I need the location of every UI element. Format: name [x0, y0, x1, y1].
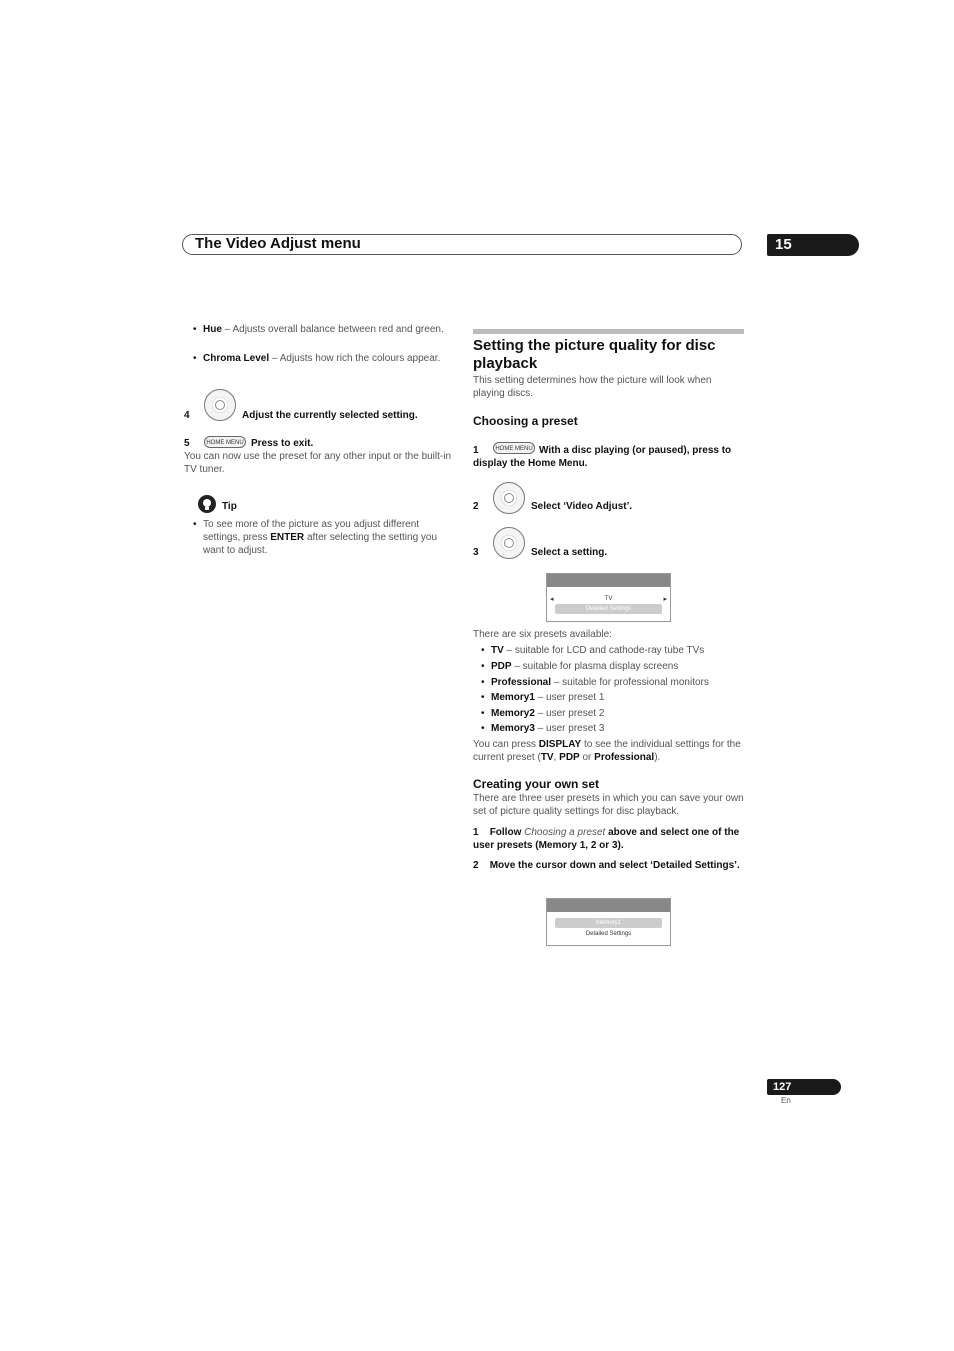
presets-intro: There are six presets available:: [473, 629, 612, 640]
screen-row-memory1: Memory1: [555, 918, 662, 928]
screen-preset: [546, 573, 671, 622]
screen-row-detailed: Detailed Settings: [585, 931, 632, 937]
creating-step1: 1 Follow Choosing a preset above and select one of the user presets (Memory 1, 2 or 3).: [473, 827, 740, 851]
term-hue: Hue: [203, 324, 222, 335]
step4-text: Adjust the currently selected setting.: [242, 410, 418, 421]
tip-icon: [198, 495, 216, 513]
language-code: En: [781, 1096, 791, 1105]
tip-text: • To see more of the picture as you adjust different settings, press ENTER after selecting the setting you want to adjust.: [203, 518, 455, 557]
enter-key: ENTER: [270, 532, 305, 543]
chapter-badge: 15: [767, 234, 859, 256]
screen-row-tv: TV: [604, 596, 613, 602]
step-number: 4: [184, 410, 190, 421]
preset-item: • Professional – suitable for professional monitors: [491, 676, 709, 689]
page-number: 127: [767, 1079, 841, 1095]
dial-icon: [493, 527, 525, 559]
step-number: 3: [473, 547, 479, 558]
choosing-step2-text: Select ‘Video Adjust’.: [531, 501, 633, 512]
dial-icon: [204, 389, 236, 421]
preset-item: • Memory3 – user preset 3: [491, 722, 604, 735]
creating-heading: Creating your own set: [473, 777, 600, 791]
creating-step2: 2 Move the cursor down and select ‘Detailed Settings’.: [473, 860, 740, 871]
step5-text: Press to exit.: [251, 438, 314, 449]
step-number: 1: [473, 445, 479, 456]
page-title: The Video Adjust menu: [195, 235, 361, 252]
home-menu-button-icon: HOME MENU: [493, 442, 535, 454]
choosing-step3-text: Select a setting.: [531, 547, 608, 558]
step-number: 5: [184, 438, 190, 449]
screen-row-detailed: Detailed Settings: [555, 604, 662, 614]
section-intro: This setting determines how the picture will look when playing discs.: [473, 375, 712, 399]
bullet-hue: • Hue – Adjusts overall balance between red and green.: [203, 323, 453, 336]
bullet-chroma: • Chroma Level – Adjusts how rich the colours appear.: [203, 352, 453, 365]
screen-memory: [546, 898, 671, 946]
dial-icon: [493, 482, 525, 514]
choosing-heading: Choosing a preset: [473, 414, 578, 428]
preset-item: • PDP – suitable for plasma display screens: [491, 660, 678, 673]
term-chroma: Chroma Level: [203, 353, 270, 364]
arrow-right-icon: ▸: [663, 596, 667, 603]
home-menu-button-icon: HOME MENU: [204, 436, 246, 448]
section-bar: [473, 329, 744, 334]
tip-label: Tip: [222, 501, 237, 512]
choosing-step1-text: With a disc playing (or paused), press to display the Home Menu.: [473, 445, 732, 469]
preset-item: • TV – suitable for LCD and cathode-ray tube TVs: [491, 644, 704, 657]
creating-intro: There are three user presets in which you can save your own set of picture quality settings for disc playback.: [473, 793, 744, 817]
section-heading: Setting the picture quality for disc playback: [473, 337, 716, 372]
step-number: 2: [473, 501, 479, 512]
preset-item: • Memory2 – user preset 2: [491, 707, 604, 720]
preset-item: • Memory1 – user preset 1: [491, 691, 604, 704]
display-note: You can press DISPLAY to see the individual settings for the current preset (TV, PDP or Professional).: [473, 739, 741, 763]
step5-body: You can now use the preset for any other input or the built-in TV tuner.: [184, 451, 452, 475]
arrow-left-icon: ◂: [550, 596, 554, 603]
